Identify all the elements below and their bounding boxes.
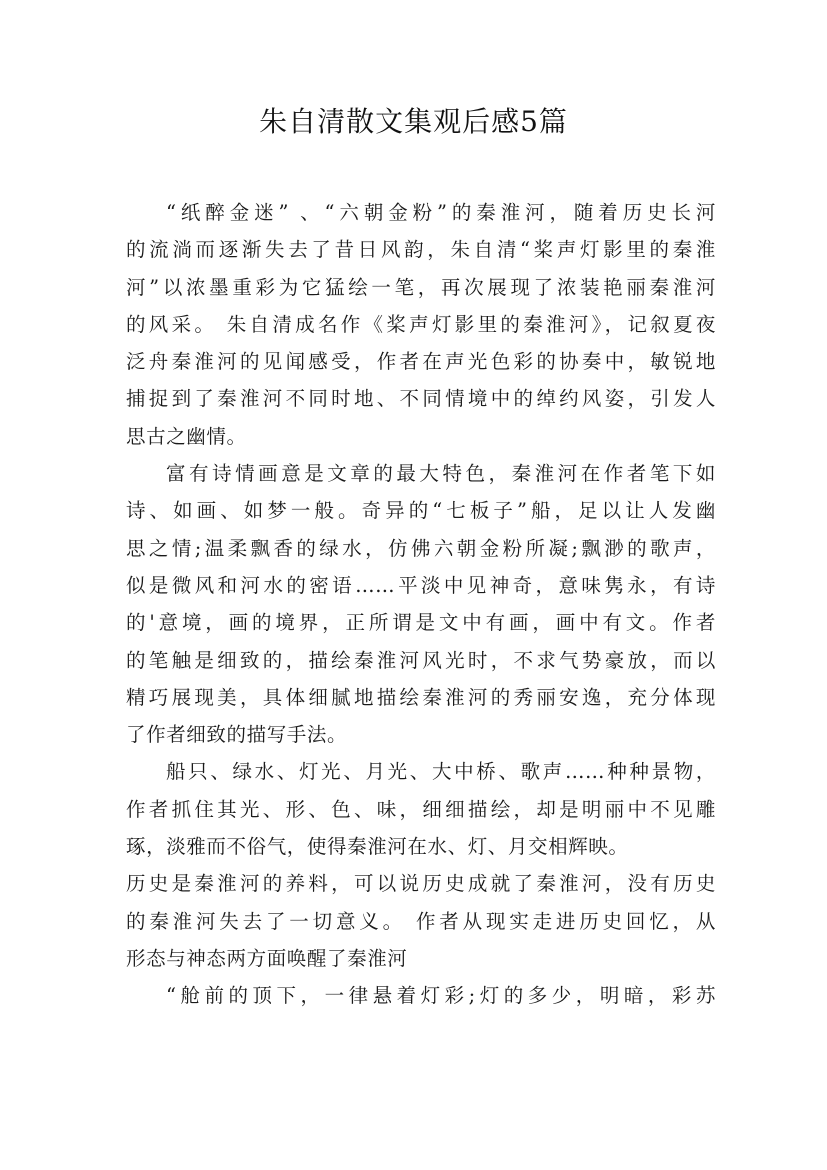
text-line: 思古之幽情。 (126, 424, 247, 448)
text-line: 形态与神态两方面唤醒了秦淮河 (126, 946, 408, 970)
text-line: 了作者细致的描写手法。 (126, 723, 348, 747)
text-line: 的笔触是细致的，描绘秦淮河风光时，不求气势豪放，而以 (126, 648, 716, 672)
text-line: 思之情;温柔飘香的绿水，仿佛六朝金粉所凝;飘渺的歌声， (126, 536, 716, 560)
text-line: 历史是秦淮河的养料，可以说历史成就了秦淮河，没有历史 (126, 872, 716, 896)
text-line: 富有诗情画意是文章的最大特色，秦淮河在作者笔下如 (166, 462, 716, 486)
text-line: “纸醉金迷” 、“六朝金粉”的秦淮河，随着历史长河 (166, 201, 716, 224)
document-body (126, 194, 716, 1015)
text-line: 的秦淮河失去了一切意义。 作者从现实走进历史回忆，从 (126, 909, 716, 933)
text-line: 的风采。 朱自清成名作《桨声灯影里的秦淮河》，记叙夏夜 (126, 312, 716, 336)
document-title: 朱自清散文集观后感5篇 (259, 105, 568, 138)
text-line: 河”以浓墨重彩为它猛绘一笔，再次展现了浓装艳丽秦淮河 (126, 275, 716, 299)
text-line: 诗、如画、如梦一般。奇异的“七板子”船，足以让人发幽 (126, 499, 716, 523)
text-line: 捕捉到了秦淮河不同时地、不同情境中的绰约风姿，引发人 (126, 387, 716, 411)
text-line: 琢，淡雅而不俗气，使得秦淮河在水、灯、月交相辉映。 (126, 835, 629, 859)
text-line: 的流淌而逐渐失去了昔日风韵，朱自清“桨声灯影里的秦淮 (126, 238, 716, 262)
text-line: 船只、绿水、灯光、月光、大中桥、歌声……种种景物， (166, 760, 716, 784)
text-line: “舱前的顶下，一律悬着灯彩;灯的多少，明暗，彩苏 (166, 984, 716, 1008)
text-line: 泛舟秦淮河的见闻感受，作者在声光色彩的协奏中，敏锐地 (126, 350, 716, 374)
text-line: 精巧展现美，具体细腻地描绘秦淮河的秀丽安逸，充分体现 (126, 685, 716, 709)
text-line: 作者抓住其光、形、色、味，细细描绘，却是明丽中不见雕 (126, 797, 716, 821)
text-line: 的'意境，画的境界，正所谓是文中有画，画中有文。作者 (126, 611, 716, 635)
text-line: 似是微风和河水的密语……平淡中见神奇，意味隽永，有诗 (126, 573, 716, 597)
